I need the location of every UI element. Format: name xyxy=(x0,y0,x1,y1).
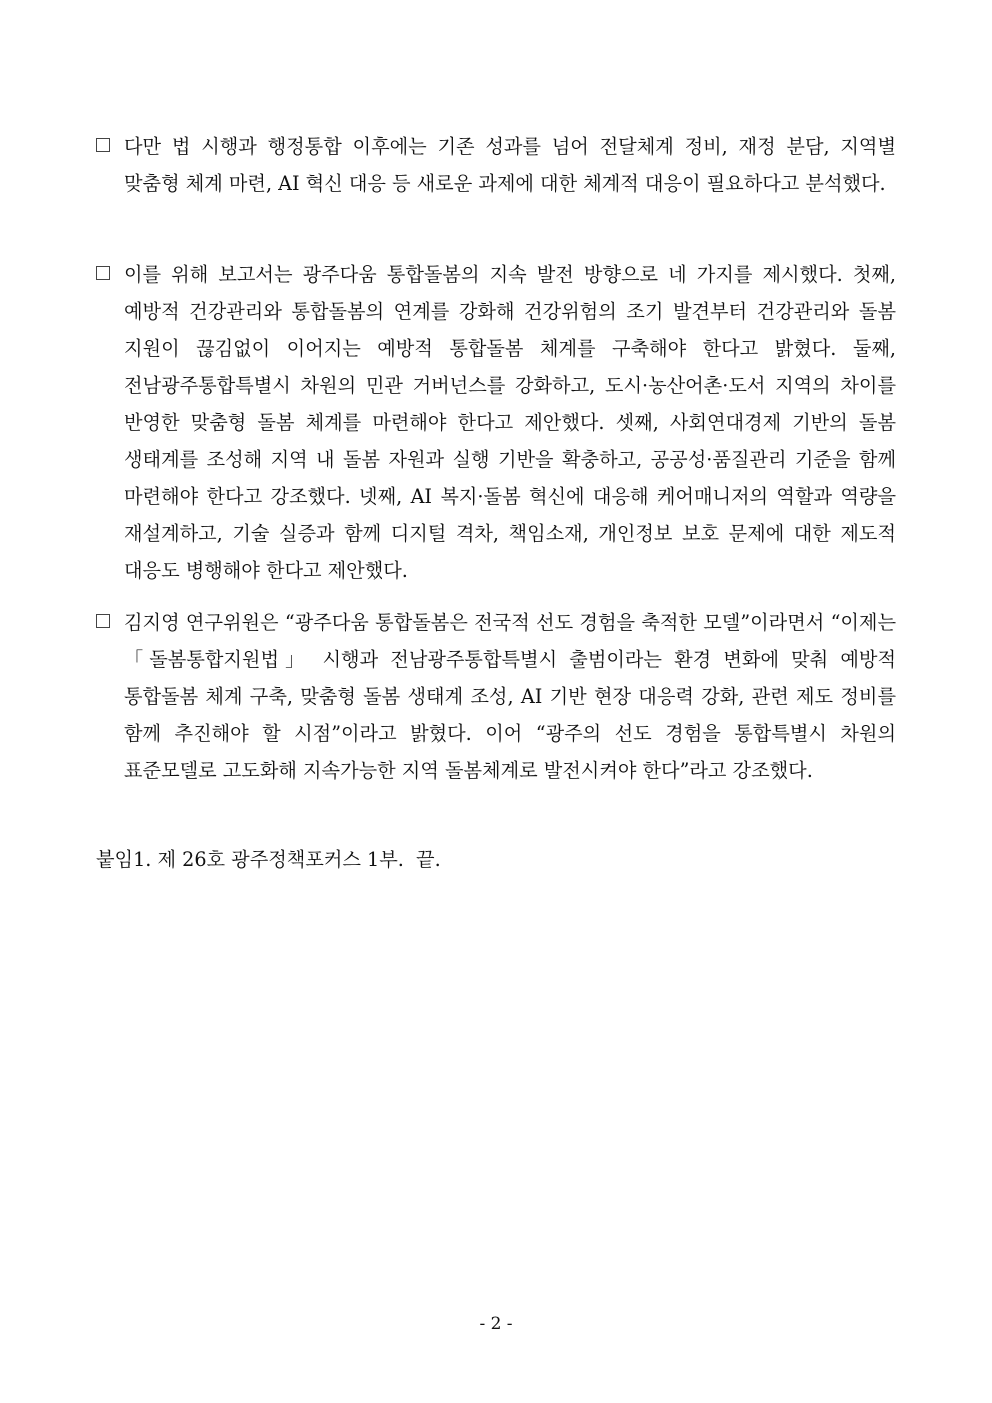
empty-square-bullet-icon xyxy=(96,138,110,152)
paragraph-1 xyxy=(96,128,896,202)
page-number: - 2 - xyxy=(479,1314,513,1334)
paragraph-2 xyxy=(96,256,896,589)
empty-square-bullet-icon xyxy=(96,266,110,280)
paragraph-3 xyxy=(96,604,896,789)
paragraph-3-text: 김지영 연구위원은 “광주다움 통합돌봄은 전국적 선도 경험을 축적한 모델”이라면서 “이제는 「돌봄통합지원법」 시행과 전남광주통합특별시 출범이라는 환경 변화에 맞춰 예방적 통합돌봄 체계 구축, 맞춤형 돌봄 생태계 조성, AI 기반 현장 대응력 강화, 관련 제도 정비를 함께 추진해야 할 시점”이라고 밝혔다. 이어 “광주의 선도 경험을 통합특별시 차원의 표준모델로 고도화해 지속가능한 지역 돌봄체계로 발전시켜야 한다”라고 강조했다. xyxy=(124,611,896,782)
attachment-line: 붙임1. 제 26호 광주정책포커스 1부. 끝. xyxy=(96,848,441,871)
paragraph-1-text: 다만 법 시행과 행정통합 이후에는 기존 성과를 넘어 전달체계 정비, 재정 분담, 지역별 맞춤형 체계 마련, AI 혁신 대응 등 새로운 과제에 대한 체계적 대응이 필요하다고 분석했다. xyxy=(124,135,896,195)
empty-square-bullet-icon xyxy=(96,614,110,628)
paragraph-2-text: 이를 위해 보고서는 광주다움 통합돌봄의 지속 발전 방향으로 네 가지를 제시했다. 첫째, 예방적 건강관리와 통합돌봄의 연계를 강화해 건강위험의 조기 발견부터 건강관리와 돌봄 지원이 끊김없이 이어지는 예방적 통합돌봄 체계를 구축해야 한다고 밝혔다. 둘째, 전남광주통합특별시 차원의 민관 거버넌스를 강화하고, 도시·농산어촌·도서 지역의 차이를 반영한 맞춤형 돌봄 체계를 마련해야 한다고 제안했다. 셋째, 사회연대경제 기반의 돌봄 생태계를 조성해 지역 내 돌봄 자원과 실행 기반을 확충하고, 공공성·품질관리 기준을 함께 마련해야 한다고 강조했다. 넷째, AI 복지·돌봄 혁신에 대응해 케어매니저의 역할과 역량을 재설계하고, 기술 실증과 함께 디지털 격차, 책임소재, 개인정보 보호 문제에 대한 제도적 대응도 병행해야 한다고 제안했다. xyxy=(124,263,896,582)
